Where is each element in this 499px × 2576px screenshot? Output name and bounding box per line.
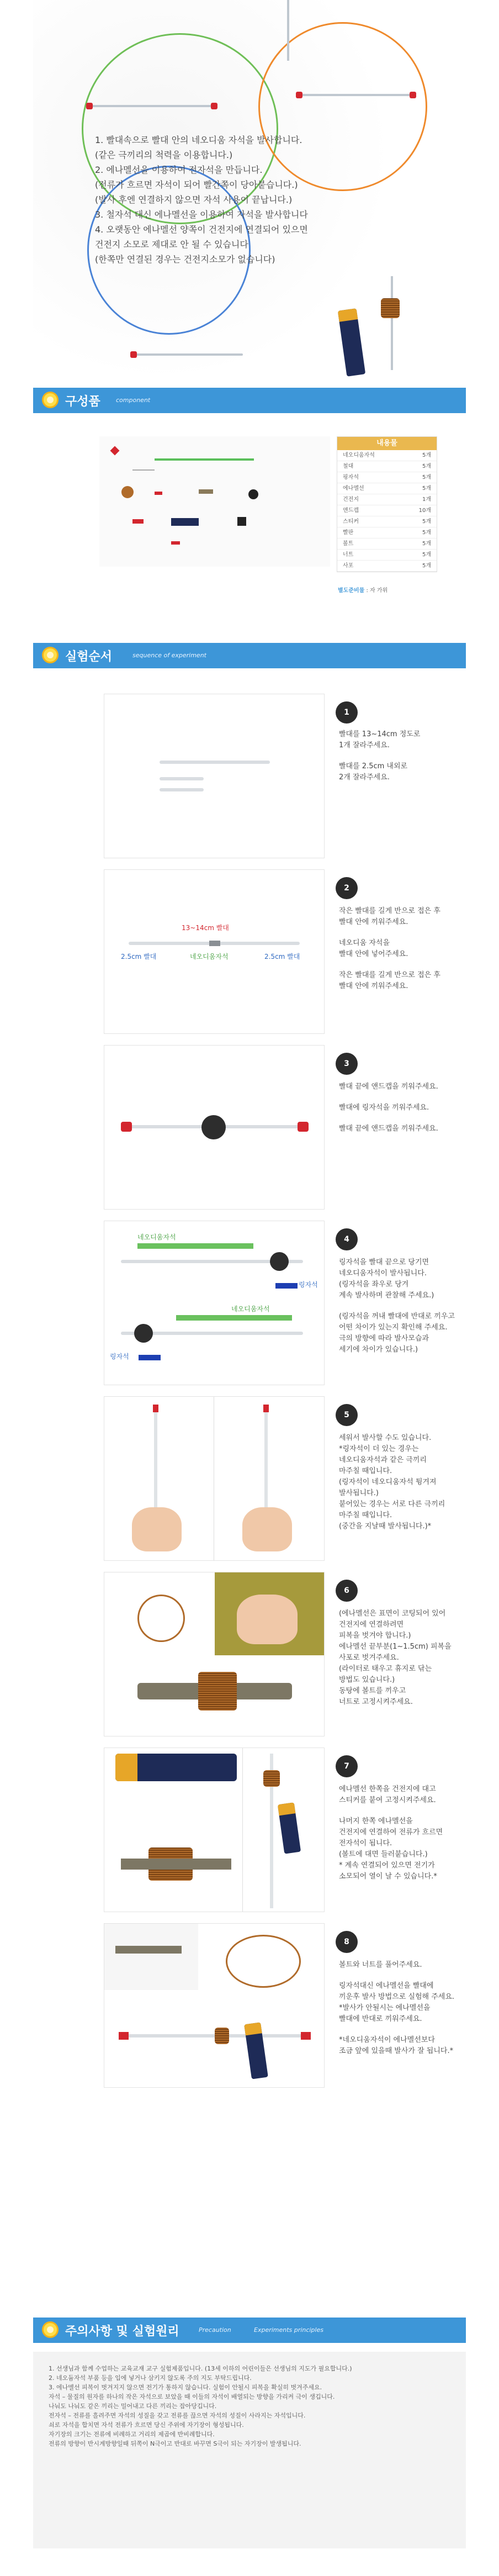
- end-cap: [121, 1122, 132, 1132]
- step-2-badge: 2: [336, 877, 358, 899]
- arrow-left-blue: [139, 1355, 161, 1360]
- step-8-text: [339, 1960, 466, 2067]
- step-text-para: 빨대 끝에 앤드캡을 끼워주세요.: [339, 1125, 438, 1133]
- coil-on-straw: [215, 2028, 229, 2044]
- step-text-para: 빨대 끝에 앤드캡을 끼워주세요.: [339, 1083, 438, 1091]
- step-text-para: 네오디움 자석을 빨대 안에 넣어주세요.: [339, 939, 408, 958]
- components-row: [337, 527, 437, 539]
- lightbulb-icon: [42, 392, 59, 408]
- step-1-badge: 1: [336, 701, 358, 724]
- short-straw: [160, 777, 204, 780]
- label-right-straw: 2.5cm 빨대: [264, 953, 300, 960]
- precaution-line: 1. 선생님과 함께 수업하는 교육교재 교구 실험제품입니다. (13세 이하의 어린이들은 선생님의 지도가 필요합니다.): [49, 2365, 352, 2372]
- principle-line: 나눠도 나눠도 같은 끼리는 밀어내고 다른 끼리는 잡아당깁니다.: [49, 2403, 217, 2410]
- precautions-header: [33, 2318, 466, 2343]
- components-table-header: 내용물: [337, 437, 437, 450]
- arrow-right-blue: [275, 1283, 298, 1289]
- label-magnet-bottom: 네오디움자석: [231, 1305, 270, 1313]
- end-cap: [153, 1405, 158, 1412]
- precautions-body: [33, 2352, 466, 2548]
- hero-vertical-straw: [287, 0, 289, 61]
- step-text-para: 링자석대신 에나멜선을 빨대에 끼운후 발사 방법으로 실험해 주세요. *발사가 안될시는 에나멜선을 빨대에 반대로 끼워주세요.: [339, 1982, 455, 2023]
- end-cap: [211, 103, 217, 109]
- step-5-text: [339, 1433, 466, 1542]
- step-7-text: [339, 1784, 466, 1892]
- end-cap: [130, 351, 137, 358]
- principle-line: 전자석 – 전류를 흘려주면 자석의 성질을 갖고 전류를 끊으면 자석의 성질이 사라지는 자석입니다.: [49, 2412, 306, 2419]
- hero-line: 건전지 소모로 제대로 안 될 수 있습니다: [95, 239, 248, 250]
- principle-line: 전류의 방향이 반시계방향일때 뒤쪽이 N극이고 반대로 바꾸면 S극이 되는 자기장이 발생됩니다.: [49, 2440, 301, 2447]
- ring-magnet: [201, 1115, 226, 1139]
- item-name: 너트: [343, 552, 354, 558]
- item-qty: 5개: [422, 541, 431, 547]
- step-3-text: [339, 1081, 466, 1144]
- components-row: [337, 461, 437, 472]
- components-row: [337, 516, 437, 527]
- components-row: [337, 505, 437, 516]
- procedure-header: [33, 643, 466, 668]
- enamel-coil: [137, 1595, 185, 1642]
- hero-straw-2: [298, 94, 414, 96]
- item-qty: 5개: [422, 485, 431, 492]
- step-4-photo: [104, 1221, 325, 1385]
- step-1-photo: [104, 694, 325, 858]
- inset-photo: [104, 1924, 198, 1990]
- step-text-para: 나머지 한쪽 에나멜선을 건전지에 연결하여 전류가 흐르면 전자석이 됩니다. (볼트에 대면 들러붙습니다.) * 계속 연결되어 있으면 전기가 소모되어 열이 날 수 있습니다.*: [339, 1817, 443, 1881]
- neodymium-magnet: [209, 941, 220, 946]
- components-row: [337, 472, 437, 483]
- item-qty: 5개: [422, 463, 431, 469]
- components-row: [337, 483, 437, 494]
- hero-illustration: [33, 0, 466, 381]
- item-name: 스티커: [343, 519, 359, 525]
- hero-line: 1. 빨대속으로 빨대 안의 네오디움 자석을 발사합니다.: [95, 135, 302, 145]
- end-cap: [301, 2032, 311, 2040]
- bolt: [199, 489, 213, 494]
- item-qty: 5개: [422, 474, 431, 481]
- hero-line: (발사 후엔 연결하지 않으면 자석 사용이 끝납니다.): [95, 194, 293, 205]
- star-sticker: [110, 446, 120, 456]
- label-left-straw: 2.5cm 빨대: [121, 953, 157, 960]
- end-cap: [119, 2032, 129, 2040]
- step-text-para: (에나멜선은 표면이 코팅되어 있어 건전지에 연결하려면 피복을 벗겨야 합니다.) 에나멜선 끝부분(1~1.5cm) 피복을 사포로 벗겨주세요. (라이터로 태우고 휴지로 닦는 방법도 있습니다.) 동탕에 볼트를 끼우고 너트로 고정시켜주세요.: [339, 1609, 452, 1706]
- item-name: 에나멜선: [343, 485, 364, 492]
- step-2-text: [339, 906, 466, 1002]
- step-6-badge: 6: [336, 1580, 358, 1602]
- hero-line: 3. 철자석 대신 에나멜선을 이용하여 자석을 발사합니다: [95, 209, 308, 220]
- hero-line: 2. 에나멜선을 이용하여 전자석을 만듭니다.: [95, 165, 263, 175]
- bolt: [121, 1859, 231, 1870]
- battery-small: [278, 1802, 301, 1854]
- short-straw: [160, 788, 204, 791]
- item-name: 빨판: [343, 530, 354, 536]
- step-8-photo: [104, 1923, 325, 2088]
- step-5-photo: [104, 1396, 325, 1561]
- enamel-coil: [226, 1935, 301, 1988]
- end-cap-part: [132, 519, 144, 524]
- step-3-badge: 3: [336, 1053, 358, 1075]
- extra-materials-text: : 자 가위: [366, 588, 388, 594]
- components-row: [337, 561, 437, 572]
- hero-coil: [381, 298, 400, 318]
- hand: [242, 1507, 292, 1551]
- end-cap: [263, 1405, 269, 1412]
- long-straw: [160, 761, 270, 764]
- hero-straw-3: [132, 353, 243, 356]
- item-name: 네오디움자석: [343, 452, 375, 458]
- coil-on-straw: [263, 1770, 280, 1787]
- components-photo: [99, 436, 330, 567]
- components-row: [337, 550, 437, 561]
- item-qty: 5개: [422, 563, 431, 569]
- step-3-photo: [104, 1045, 325, 1210]
- components-header: [33, 388, 466, 413]
- coil-on-bolt: [198, 1672, 237, 1711]
- lightbulb-icon: [42, 647, 59, 663]
- end-cap-part: [155, 492, 162, 495]
- procedure-title: 실험순서: [65, 650, 113, 664]
- extra-materials-label: 별도준비물: [338, 588, 365, 594]
- lightbulb-icon: [42, 2321, 59, 2338]
- arrow-left-green: [137, 1243, 253, 1249]
- hero-description: [95, 133, 382, 267]
- arrow-right-green: [176, 1315, 292, 1321]
- item-name: 핑자석: [343, 474, 359, 481]
- step-text-para: 세워서 발사할 수도 있습니다. *링자석이 더 있는 경우는 네오디움자석과 같은 극끼리 마주칠 때입니다. (링자석이 네오디움자석 튕겨져 발사됩니다.) 붙어있는 경우는 서로 다른 극끼리 마주칠 때입니다. (중간을 지날때 발사됩니다.)*: [339, 1434, 445, 1530]
- hand: [132, 1507, 182, 1551]
- short-straw: [132, 469, 155, 471]
- item-name: 사포: [343, 563, 354, 569]
- label-ring-top: 링자석: [299, 1281, 318, 1289]
- item-name: 볼트: [343, 541, 354, 547]
- procedure-subtitle: sequence of experiment: [132, 652, 206, 659]
- item-qty: 5개: [422, 519, 431, 525]
- step-text-para: 빨대를 2.5cm 내외로 2개 잘라주세요.: [339, 762, 408, 782]
- step-8-badge: 8: [336, 1931, 358, 1953]
- precautions-title: 주의사항 및 실험원리: [65, 2325, 179, 2339]
- green-straw: [155, 458, 254, 461]
- hero-line: (같은 극끼리의 척력을 이용합니다.): [95, 150, 233, 160]
- ring-magnet: [248, 489, 258, 499]
- item-qty: 10개: [418, 508, 431, 514]
- step-7-badge: 7: [336, 1755, 358, 1777]
- battery-terminal: [115, 1754, 137, 1781]
- components-table: [337, 436, 437, 572]
- step-1-text: [339, 729, 466, 793]
- components-row: [337, 450, 437, 461]
- end-cap: [298, 1122, 309, 1132]
- components-subtitle: component: [116, 397, 151, 404]
- end-cap: [410, 92, 416, 98]
- label-magnet: 네오디움자석: [190, 953, 229, 960]
- precautions-text: [49, 2364, 452, 2448]
- principle-line: 자기장의 크기는 전류에 비례하고 거리의 제곱에 반비례합니다.: [49, 2431, 215, 2438]
- precautions-subtitle: Precaution: [199, 2326, 231, 2334]
- photo-divider: [242, 1748, 243, 1912]
- label-long-straw: 13~14cm 빨대: [182, 924, 229, 932]
- hero-line: 4. 오랫동안 에나멜선 양쪽이 건전지에 연결되어 있으면: [95, 224, 308, 235]
- principles-subtitle: Experiments principles: [254, 2326, 323, 2334]
- item-name: 앤드캡: [343, 508, 359, 514]
- ring-magnet: [134, 1324, 153, 1343]
- item-qty: 1개: [422, 497, 431, 503]
- step-text-para: 링자석을 빨대 끝으로 당기면 네오디움자석이 발사됩니다. (링자석을 좌우로 당겨 계속 발사하며 관찰해 주세요.): [339, 1258, 434, 1300]
- step-7-photo: [104, 1748, 325, 1912]
- bolt: [115, 1946, 182, 1954]
- step-4-text: [339, 1257, 466, 1365]
- step-6-photo: [104, 1572, 325, 1736]
- item-name: 철대: [343, 463, 354, 469]
- step-text-para: (링자석을 꺼내 빨대에 반대로 끼우고 어떤 차이가 있는지 확인해 주세요. 극의 방향에 따라 발사모습과 세기에 차이가 있습니다.): [339, 1312, 455, 1354]
- precaution-line: 3. 에나멜선 피복이 벗겨지지 않으면 전기가 통하지 않습니다. 실험이 안될시 피복을 확실히 벗겨주세요.: [49, 2384, 322, 2391]
- enamel-coil: [121, 486, 134, 498]
- components-row: [337, 539, 437, 550]
- label-magnet-top: 네오디움자석: [137, 1233, 176, 1241]
- principle-line: 쇠로 자석을 합치면 자석 전류가 흐르면 당신 주위에 자기장이 형성됩니다.: [49, 2421, 244, 2429]
- step-text-para: 빨대를 13~14cm 정도로 1개 잘라주세요.: [339, 730, 421, 749]
- hero-line: (전류가 흐르면 자석이 되어 빨간쪽이 당아붙습니다.): [95, 180, 298, 190]
- step-2-photo: [104, 869, 325, 1034]
- item-qty: 5개: [422, 452, 431, 458]
- precaution-line: 2. 네오듐자석 부품 등을 입에 넣거나 삼키지 않도록 주의 지도 부탁드립니다.: [49, 2374, 252, 2382]
- ring-magnet: [270, 1252, 289, 1271]
- step-5-badge: 5: [336, 1404, 358, 1426]
- end-cap-part: [171, 541, 180, 545]
- label-ring-bottom: 링자석: [110, 1353, 129, 1360]
- item-qty: 5개: [422, 552, 431, 558]
- principle-line: 자석 – 물질의 원자를 하나의 작은 자석으로 보았을 때 이들의 자석이 배열되는 방향을 가리켜 극이 생깁니다.: [49, 2393, 335, 2400]
- components-title: 구성품: [65, 395, 100, 409]
- item-name: 건전지: [343, 497, 359, 503]
- step-text-para: 에나멜선 한쪽을 건전지에 대고 스티커를 붙여 고정시켜주세요.: [339, 1785, 436, 1804]
- step-text-para: 빨대에 링자석을 끼워주세요.: [339, 1104, 429, 1112]
- hero-line: (한쪽만 연결된 경우는 건전지소모가 없습니다): [95, 254, 275, 265]
- nut: [237, 517, 246, 526]
- step-text-para: 작은 빨대를 길게 반으로 접은 후 빨대 안에 끼워주세요.: [339, 971, 440, 990]
- step-4-badge: 4: [336, 1228, 358, 1250]
- hand: [237, 1595, 298, 1644]
- step-text-para: *네오디움자석이 에나멜선보다 조금 앞에 있을때 발사가 잘 됩니다.*: [339, 2036, 454, 2055]
- step-text-para: 볼트와 너트를 풀어주세요.: [339, 1961, 422, 1969]
- battery: [171, 518, 199, 526]
- battery-small: [244, 2022, 268, 2079]
- hero-straw-1: [88, 105, 215, 107]
- item-qty: 5개: [422, 530, 431, 536]
- end-cap: [296, 92, 302, 98]
- step-text-para: 작은 빨대를 길게 반으로 접은 후 빨대 안에 끼워주세요.: [339, 907, 440, 926]
- end-cap: [86, 103, 93, 109]
- components-row: [337, 494, 437, 505]
- extra-materials-note: [338, 585, 387, 594]
- hero-vertical-straw-2: [391, 276, 393, 370]
- step-6-text: [339, 1608, 466, 1718]
